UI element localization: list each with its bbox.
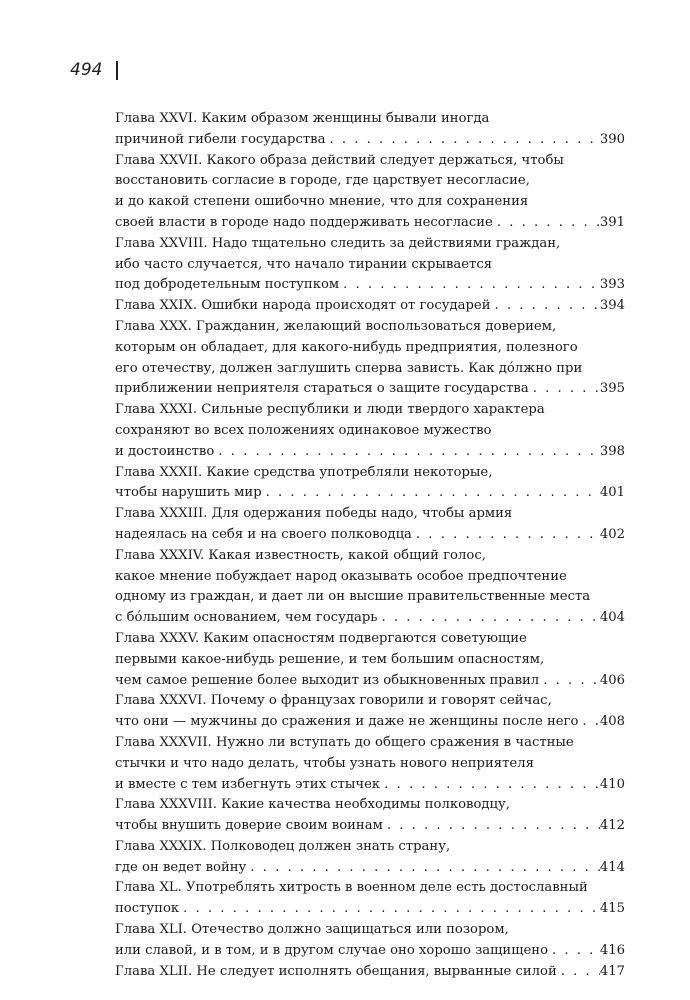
toc-entry: [115, 463, 625, 505]
toc-entry-line: [115, 775, 625, 796]
toc-entry-text: чтобы нарушить мир: [115, 485, 262, 501]
toc-page-number: 414: [599, 859, 625, 875]
toc-page-number: 393: [599, 277, 625, 293]
toc-entry-line: [115, 858, 625, 879]
dot-leader: [557, 962, 600, 983]
toc-entry: [115, 733, 625, 795]
toc-entry-line: [115, 379, 625, 400]
toc-entry-line: Глава XXVI. Каким образом женщины бывали иногда: [115, 111, 490, 126]
dot-leader: [380, 775, 600, 796]
dot-leader: [246, 858, 600, 879]
dot-leader: [493, 213, 600, 234]
toc-entry-text: Глава XXIX. Ошибки народа происходят от государей: [115, 298, 491, 314]
dot-leader: [339, 275, 600, 296]
toc-entry-line: [115, 962, 625, 983]
toc-entry-line: [115, 525, 625, 546]
toc-entry: [115, 629, 625, 691]
toc-page-number: 391: [599, 214, 625, 230]
toc-entry-line: [115, 899, 625, 920]
toc-entry-line: [115, 671, 625, 692]
dot-leader: [262, 483, 600, 504]
dot-leader: [578, 712, 599, 733]
toc-entry-line: Глава XXXV. Каким опасностям подвергаются советующие: [115, 630, 527, 646]
page-number: 494: [70, 60, 103, 80]
toc-entry-line: Глава XL. Употреблять хитрость в военном деле есть достославный: [115, 880, 588, 896]
toc-entry-line: Глава XXXVIII. Какие качества необходимы полководцу,: [115, 797, 510, 813]
toc-entry-text: надеялась на себя и на своего полководца: [115, 526, 412, 542]
toc-entry-line: [115, 296, 625, 317]
toc-entry-line: [115, 213, 625, 234]
toc-entry-text: что они — мужчины до сражения и даже не женщины после него: [115, 714, 579, 730]
toc-entry: [115, 151, 625, 234]
toc-entry-line: его отечеству, должен заглушить сперва зависть. Как дóлжно при: [115, 360, 583, 376]
toc-entry-text: чтобы внушить доверие своим воинам: [115, 818, 383, 834]
toc-entry-line: Глава XXVII. Какого образа действий следует держаться, чтобы: [115, 152, 564, 168]
toc-entry: [115, 400, 625, 462]
toc-entry-text: поступок: [115, 901, 180, 917]
toc-entry-text: и вместе с тем избегнуть этих стычек: [115, 776, 381, 792]
toc-entry: [115, 920, 625, 962]
toc-entry: [115, 691, 625, 733]
toc-entry-line: первыми какое-нибудь решение, и тем большим опасностям,: [115, 651, 545, 667]
toc-page-number: 395: [599, 381, 625, 397]
header-rule: [116, 61, 118, 80]
dot-leader: [383, 816, 600, 837]
toc-entry-line: [115, 941, 625, 962]
toc-entry-line: Глава XLI. Отечество должно защищаться или позором,: [115, 922, 509, 938]
toc-entry-line: Глава XXVIII. Надо тщательно следить за действиями граждан,: [115, 235, 561, 251]
toc-entry-line: Глава XXXIV. Какая известность, какой общий голос,: [115, 547, 486, 563]
toc-entry-line: стычки и что надо делать, чтобы узнать нового неприятеля: [115, 755, 534, 771]
toc-entry-line: одному из граждан, и дает ли он высшие правительственные места: [115, 589, 591, 605]
dot-leader: [491, 296, 600, 317]
toc-entry-line: Глава XXXVII. Нужно ли вступать до общего сражения в частные: [115, 734, 574, 750]
toc-entry: [115, 504, 625, 546]
toc-entry: [115, 317, 625, 400]
toc-entry-line: какое мнение побуждает народ оказывать особое предпочтение: [115, 568, 567, 584]
dot-leader: [325, 130, 599, 151]
toc-entry-text: Глава XLII. Не следует исполнять обещания, вырванные силой: [115, 963, 557, 979]
toc-entry-line: сохраняют во всех положениях одинаковое мужество: [115, 422, 492, 438]
toc-entry-text: или славой, и в том, и в другом случае оно хорошо защищено: [115, 942, 549, 958]
toc-entry-line: [115, 712, 625, 733]
toc-entry-text: приближении неприятеля стараться о защите государства: [115, 381, 529, 397]
toc-entry-line: [115, 816, 625, 837]
dot-leader: [179, 899, 600, 920]
toc-page-number: 416: [599, 942, 625, 958]
toc-page-number: 406: [599, 672, 625, 688]
dot-leader: [548, 941, 600, 962]
toc-page-number: 404: [599, 610, 625, 626]
dot-leader: [377, 608, 599, 629]
toc-page-number: 415: [599, 901, 625, 917]
toc-page-number: 408: [599, 714, 625, 730]
toc-entry-line: Глава XXX. Гражданин, желающий воспользоваться доверием,: [115, 318, 557, 334]
toc-entry-line: [115, 275, 625, 296]
toc-entry-line: ибо часто случается, что начало тирании скрывается: [115, 256, 493, 272]
toc-entry: [115, 296, 625, 317]
toc-entry-line: Глава XXXIX. Полководец должен знать страну,: [115, 838, 451, 854]
toc-entry-line: [115, 608, 625, 629]
toc-page-number: 402: [599, 526, 625, 542]
toc-entry: [115, 962, 625, 983]
toc-page-number: 394: [599, 298, 625, 314]
toc-entry: [115, 109, 625, 151]
dot-leader: [412, 525, 600, 546]
toc-entry-text: с бóльшим основанием, чем государь: [115, 610, 378, 626]
toc-entry-line: Глава XXXI. Сильные республики и люди твердого характера: [115, 402, 545, 418]
toc-entry: [115, 546, 625, 629]
toc-page-number: 412: [599, 818, 625, 834]
page-header: [70, 60, 118, 80]
toc-entry-line: восстановить согласие в городе, где царствует несогласие,: [115, 173, 530, 189]
toc-entry-line: [115, 483, 625, 504]
toc-entry: [115, 878, 625, 920]
dot-leader: [539, 671, 600, 692]
toc-entry-line: Глава XXXIII. Для одержания победы надо, чтобы армия: [115, 506, 513, 522]
toc-entry-line: Глава XXXII. Какие средства употребляли некоторые,: [115, 464, 493, 480]
toc-entry-line: [115, 442, 625, 463]
toc-entry-text: под добродетельным поступком: [115, 277, 340, 293]
toc-entry: [115, 234, 625, 296]
table-of-contents: [115, 109, 625, 982]
toc-entry-text: и достоинство: [115, 443, 215, 459]
toc-page-number: 390: [599, 131, 625, 147]
toc-entry-line: которым он обладает, для какого-нибудь предприятия, полезного: [115, 339, 578, 355]
toc-page-number: 398: [599, 443, 625, 459]
toc-page-number: 410: [599, 776, 625, 792]
dot-leader: [529, 379, 600, 400]
toc-entry-text: где он ведет войну: [115, 859, 247, 875]
toc-entry-text: чем самое решение более выходит из обыкновенных правил: [115, 672, 540, 688]
toc-entry-line: [115, 130, 625, 151]
toc-entry: [115, 795, 625, 837]
toc-entry-text: своей власти в городе надо поддерживать несогласие: [115, 214, 493, 230]
dot-leader: [214, 442, 600, 463]
toc-entry-text: причиной гибели государства: [115, 131, 326, 147]
toc-entry-line: и до какой степени ошибочно мнение, что для сохранения: [115, 194, 529, 210]
toc-page-number: 401: [599, 485, 625, 501]
toc-page-number: 417: [599, 963, 625, 979]
toc-entry-line: Глава XXXVI. Почему о французах говорили и говорят сейчас,: [115, 693, 552, 709]
toc-entry: [115, 837, 625, 879]
